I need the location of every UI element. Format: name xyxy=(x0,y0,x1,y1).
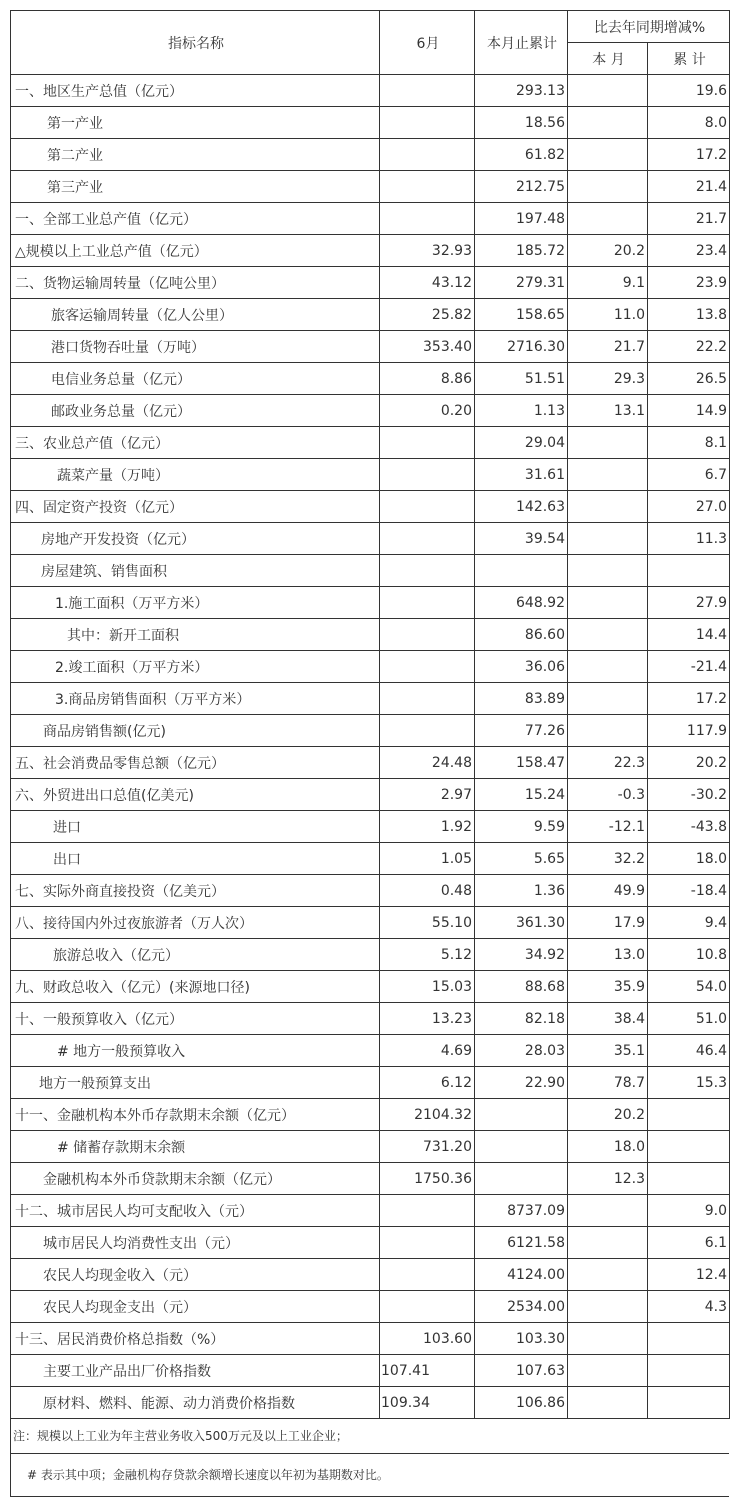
row-growth-cumulative-cell: 11.3 xyxy=(648,523,730,555)
row-month-cell xyxy=(380,523,475,555)
row-growth-cumulative-cell xyxy=(648,555,730,587)
table-row xyxy=(11,811,730,843)
header-row xyxy=(11,11,730,43)
row-cumulative-cell: 5.65 xyxy=(475,843,568,875)
table-row xyxy=(11,427,730,459)
table-row xyxy=(11,491,730,523)
row-cumulative-cell: 2716.30 xyxy=(475,331,568,363)
footnote-1: 注：规模以上工业为年主营业务收入500万元及以上工业企业； xyxy=(10,1419,729,1454)
row-name-cell: 其中：新开工面积 xyxy=(11,619,380,651)
row-name-cell: 八、接待国内外过夜旅游者（万人次） xyxy=(11,907,380,939)
row-growth-month-cell xyxy=(568,619,648,651)
row-month-cell xyxy=(380,491,475,523)
row-name-cell: 农民人均现金支出（元） xyxy=(11,1291,380,1323)
row-growth-month-cell xyxy=(568,459,648,491)
statistics-table xyxy=(10,10,730,1419)
table-row xyxy=(11,203,730,235)
table-row xyxy=(11,1259,730,1291)
row-growth-month-cell: 38.4 xyxy=(568,1003,648,1035)
row-cumulative-cell: 86.60 xyxy=(475,619,568,651)
row-cumulative-cell: 51.51 xyxy=(475,363,568,395)
table-row xyxy=(11,971,730,1003)
row-growth-month-cell: -12.1 xyxy=(568,811,648,843)
row-cumulative-cell xyxy=(475,1099,568,1131)
row-name-cell: 第一产业 xyxy=(11,107,380,139)
table-row xyxy=(11,299,730,331)
row-month-cell xyxy=(380,683,475,715)
table-row xyxy=(11,523,730,555)
row-name-cell: 三、农业总产值（亿元） xyxy=(11,427,380,459)
table-row xyxy=(11,1355,730,1387)
table-row xyxy=(11,139,730,171)
row-cumulative-cell: 648.92 xyxy=(475,587,568,619)
row-growth-month-cell xyxy=(568,491,648,523)
table-row xyxy=(11,1227,730,1259)
table-row xyxy=(11,363,730,395)
row-growth-cumulative-cell xyxy=(648,1163,730,1195)
row-name-cell: 房屋建筑、销售面积 xyxy=(11,555,380,587)
statistics-table-container xyxy=(10,10,729,1497)
row-growth-cumulative-cell: 17.2 xyxy=(648,139,730,171)
row-growth-cumulative-cell: 19.6 xyxy=(648,75,730,107)
row-cumulative-cell: 36.06 xyxy=(475,651,568,683)
row-growth-cumulative-cell: 14.9 xyxy=(648,395,730,427)
row-month-cell: 353.40 xyxy=(380,331,475,363)
row-month-cell: 6.12 xyxy=(380,1067,475,1099)
row-growth-month-cell: 9.1 xyxy=(568,267,648,299)
row-cumulative-cell: 18.56 xyxy=(475,107,568,139)
row-name-cell: 蔬菜产量（万吨） xyxy=(11,459,380,491)
row-growth-cumulative-cell: -21.4 xyxy=(648,651,730,683)
row-growth-cumulative-cell: 9.0 xyxy=(648,1195,730,1227)
row-growth-month-cell: 32.2 xyxy=(568,843,648,875)
row-name-cell: 3.商品房销售面积（万平方米） xyxy=(11,683,380,715)
row-growth-month-cell xyxy=(568,1259,648,1291)
row-cumulative-cell: 82.18 xyxy=(475,1003,568,1035)
row-growth-cumulative-cell: 117.9 xyxy=(648,715,730,747)
row-cumulative-cell: 28.03 xyxy=(475,1035,568,1067)
row-cumulative-cell: 361.30 xyxy=(475,907,568,939)
table-row xyxy=(11,907,730,939)
row-name-cell: 邮政业务总量（亿元） xyxy=(11,395,380,427)
row-name-cell: 旅游总收入（亿元） xyxy=(11,939,380,971)
row-growth-cumulative-cell: 15.3 xyxy=(648,1067,730,1099)
table-row xyxy=(11,267,730,299)
row-name-cell: 房地产开发投资（亿元） xyxy=(11,523,380,555)
table-row xyxy=(11,715,730,747)
row-cumulative-cell: 39.54 xyxy=(475,523,568,555)
row-name-cell: 九、财政总收入（亿元）(来源地口径) xyxy=(11,971,380,1003)
row-month-cell xyxy=(380,1195,475,1227)
row-name-cell: 商品房销售额(亿元) xyxy=(11,715,380,747)
row-month-cell: 731.20 xyxy=(380,1131,475,1163)
table-body xyxy=(11,75,730,1419)
row-name-cell: 十一、金融机构本外币存款期末余额（亿元） xyxy=(11,1099,380,1131)
table-row xyxy=(11,875,730,907)
row-name-cell: 进口 xyxy=(11,811,380,843)
row-cumulative-cell: 15.24 xyxy=(475,779,568,811)
row-cumulative-cell: 61.82 xyxy=(475,139,568,171)
row-growth-month-cell xyxy=(568,523,648,555)
row-month-cell xyxy=(380,139,475,171)
row-name-cell: 原材料、燃料、能源、动力消费价格指数 xyxy=(11,1387,380,1419)
row-cumulative-cell: 83.89 xyxy=(475,683,568,715)
table-row xyxy=(11,747,730,779)
row-name-cell: 主要工业产品出厂价格指数 xyxy=(11,1355,380,1387)
row-growth-month-cell: 13.0 xyxy=(568,939,648,971)
table-row xyxy=(11,1035,730,1067)
row-growth-month-cell xyxy=(568,427,648,459)
row-growth-month-cell: 78.7 xyxy=(568,1067,648,1099)
row-growth-cumulative-cell xyxy=(648,1387,730,1419)
table-row xyxy=(11,843,730,875)
table-row xyxy=(11,1131,730,1163)
row-growth-cumulative-cell: -43.8 xyxy=(648,811,730,843)
row-cumulative-cell: 103.30 xyxy=(475,1323,568,1355)
row-month-cell xyxy=(380,459,475,491)
header-growth-month: 本 月 xyxy=(568,43,648,75)
row-growth-cumulative-cell: 26.5 xyxy=(648,363,730,395)
row-growth-month-cell xyxy=(568,683,648,715)
table-row xyxy=(11,1323,730,1355)
row-cumulative-cell: 77.26 xyxy=(475,715,568,747)
row-name-cell: 六、外贸进出口总值(亿美元) xyxy=(11,779,380,811)
header-growth-cumulative: 累 计 xyxy=(648,43,730,75)
row-growth-month-cell xyxy=(568,1355,648,1387)
row-growth-month-cell: 35.9 xyxy=(568,971,648,1003)
row-growth-month-cell xyxy=(568,75,648,107)
table-row xyxy=(11,619,730,651)
row-month-cell: 2.97 xyxy=(380,779,475,811)
row-growth-cumulative-cell: 6.7 xyxy=(648,459,730,491)
row-growth-month-cell: 49.9 xyxy=(568,875,648,907)
header-cumulative: 本月止累计 xyxy=(475,11,568,75)
table-row xyxy=(11,651,730,683)
row-name-cell: 1.施工面积（万平方米） xyxy=(11,587,380,619)
row-growth-month-cell xyxy=(568,203,648,235)
row-name-cell: 五、社会消费品零售总额（亿元） xyxy=(11,747,380,779)
row-month-cell xyxy=(380,619,475,651)
row-cumulative-cell: 1.36 xyxy=(475,875,568,907)
table-row xyxy=(11,395,730,427)
row-growth-cumulative-cell: 22.2 xyxy=(648,331,730,363)
row-growth-month-cell xyxy=(568,107,648,139)
row-name-cell: 四、固定资产投资（亿元） xyxy=(11,491,380,523)
row-growth-cumulative-cell: 20.2 xyxy=(648,747,730,779)
row-growth-month-cell xyxy=(568,715,648,747)
row-month-cell xyxy=(380,203,475,235)
row-growth-month-cell xyxy=(568,139,648,171)
row-growth-cumulative-cell: 27.0 xyxy=(648,491,730,523)
row-name-cell: 城市居民人均消费性支出（元） xyxy=(11,1227,380,1259)
row-month-cell: 5.12 xyxy=(380,939,475,971)
row-growth-cumulative-cell xyxy=(648,1323,730,1355)
table-row xyxy=(11,1099,730,1131)
row-month-cell: 15.03 xyxy=(380,971,475,1003)
row-month-cell xyxy=(380,1291,475,1323)
row-cumulative-cell: 106.86 xyxy=(475,1387,568,1419)
row-month-cell: 1.05 xyxy=(380,843,475,875)
row-name-cell: 二、货物运输周转量（亿吨公里） xyxy=(11,267,380,299)
row-name-cell: # 地方一般预算收入 xyxy=(11,1035,380,1067)
row-growth-month-cell xyxy=(568,1227,648,1259)
row-cumulative-cell: 9.59 xyxy=(475,811,568,843)
row-name-cell: 十三、居民消费价格总指数（%） xyxy=(11,1323,380,1355)
row-growth-cumulative-cell: -30.2 xyxy=(648,779,730,811)
table-row xyxy=(11,587,730,619)
row-growth-month-cell xyxy=(568,1291,648,1323)
row-growth-cumulative-cell: 8.0 xyxy=(648,107,730,139)
row-growth-cumulative-cell xyxy=(648,1355,730,1387)
row-name-cell: △规模以上工业总产值（亿元） xyxy=(11,235,380,267)
row-month-cell: 107.41 xyxy=(380,1355,475,1387)
row-name-cell: 2.竣工面积（万平方米） xyxy=(11,651,380,683)
row-cumulative-cell xyxy=(475,1163,568,1195)
row-name-cell: 旅客运输周转量（亿人公里） xyxy=(11,299,380,331)
row-growth-cumulative-cell: 10.8 xyxy=(648,939,730,971)
row-growth-cumulative-cell: 27.9 xyxy=(648,587,730,619)
table-row xyxy=(11,683,730,715)
row-month-cell xyxy=(380,1227,475,1259)
footnote-2: # 表示其中项；金融机构存贷款余额增长速度以年初为基期数对比。 xyxy=(10,1454,729,1497)
row-growth-month-cell xyxy=(568,555,648,587)
row-growth-cumulative-cell: 21.7 xyxy=(648,203,730,235)
table-row xyxy=(11,555,730,587)
row-growth-cumulative-cell: -18.4 xyxy=(648,875,730,907)
table-row xyxy=(11,75,730,107)
row-cumulative-cell: 31.61 xyxy=(475,459,568,491)
row-name-cell: 金融机构本外币贷款期末余额（亿元） xyxy=(11,1163,380,1195)
row-growth-cumulative-cell: 13.8 xyxy=(648,299,730,331)
header-growth: 比去年同期增减% xyxy=(568,11,730,43)
row-growth-month-cell: 21.7 xyxy=(568,331,648,363)
row-cumulative-cell: 212.75 xyxy=(475,171,568,203)
row-name-cell: 电信业务总量（亿元） xyxy=(11,363,380,395)
row-month-cell xyxy=(380,107,475,139)
row-month-cell xyxy=(380,427,475,459)
table-row xyxy=(11,1291,730,1323)
table-row xyxy=(11,235,730,267)
row-cumulative-cell: 185.72 xyxy=(475,235,568,267)
row-cumulative-cell: 6121.58 xyxy=(475,1227,568,1259)
table-row xyxy=(11,107,730,139)
row-name-cell: 第三产业 xyxy=(11,171,380,203)
row-month-cell: 32.93 xyxy=(380,235,475,267)
row-cumulative-cell: 29.04 xyxy=(475,427,568,459)
table-row xyxy=(11,459,730,491)
row-growth-cumulative-cell xyxy=(648,1099,730,1131)
row-month-cell: 4.69 xyxy=(380,1035,475,1067)
row-month-cell: 1750.36 xyxy=(380,1163,475,1195)
row-month-cell xyxy=(380,715,475,747)
row-growth-cumulative-cell: 12.4 xyxy=(648,1259,730,1291)
row-growth-month-cell: 20.2 xyxy=(568,1099,648,1131)
row-month-cell: 103.60 xyxy=(380,1323,475,1355)
table-row xyxy=(11,1163,730,1195)
row-growth-month-cell: -0.3 xyxy=(568,779,648,811)
row-growth-month-cell xyxy=(568,651,648,683)
row-growth-month-cell: 12.3 xyxy=(568,1163,648,1195)
row-growth-cumulative-cell: 18.0 xyxy=(648,843,730,875)
row-cumulative-cell: 293.13 xyxy=(475,75,568,107)
row-cumulative-cell: 34.92 xyxy=(475,939,568,971)
table-row xyxy=(11,1003,730,1035)
row-month-cell xyxy=(380,1259,475,1291)
row-name-cell: 一、地区生产总值（亿元） xyxy=(11,75,380,107)
row-name-cell: 第二产业 xyxy=(11,139,380,171)
row-name-cell: 出口 xyxy=(11,843,380,875)
row-month-cell: 55.10 xyxy=(380,907,475,939)
row-month-cell: 13.23 xyxy=(380,1003,475,1035)
row-cumulative-cell: 22.90 xyxy=(475,1067,568,1099)
row-month-cell: 0.48 xyxy=(380,875,475,907)
row-month-cell xyxy=(380,555,475,587)
row-month-cell xyxy=(380,75,475,107)
row-growth-month-cell: 11.0 xyxy=(568,299,648,331)
row-month-cell xyxy=(380,651,475,683)
header-month: 6月 xyxy=(380,11,475,75)
row-cumulative-cell xyxy=(475,1131,568,1163)
row-month-cell: 1.92 xyxy=(380,811,475,843)
table-row xyxy=(11,779,730,811)
row-growth-month-cell: 20.2 xyxy=(568,235,648,267)
row-growth-month-cell: 18.0 xyxy=(568,1131,648,1163)
table-row xyxy=(11,1067,730,1099)
row-month-cell: 2104.32 xyxy=(380,1099,475,1131)
table-row xyxy=(11,1387,730,1419)
row-cumulative-cell: 279.31 xyxy=(475,267,568,299)
row-growth-month-cell: 22.3 xyxy=(568,747,648,779)
row-cumulative-cell: 1.13 xyxy=(475,395,568,427)
row-name-cell: 十、一般预算收入（亿元） xyxy=(11,1003,380,1035)
row-month-cell: 109.34 xyxy=(380,1387,475,1419)
table-row xyxy=(11,1195,730,1227)
row-growth-month-cell: 29.3 xyxy=(568,363,648,395)
row-growth-month-cell xyxy=(568,1323,648,1355)
row-growth-month-cell xyxy=(568,1387,648,1419)
row-cumulative-cell xyxy=(475,555,568,587)
row-cumulative-cell: 2534.00 xyxy=(475,1291,568,1323)
row-growth-month-cell xyxy=(568,171,648,203)
row-growth-cumulative-cell: 9.4 xyxy=(648,907,730,939)
row-growth-cumulative-cell: 21.4 xyxy=(648,171,730,203)
row-growth-cumulative-cell: 46.4 xyxy=(648,1035,730,1067)
row-name-cell: 一、全部工业总产值（亿元） xyxy=(11,203,380,235)
row-growth-cumulative-cell: 6.1 xyxy=(648,1227,730,1259)
row-name-cell: 十二、城市居民人均可支配收入（元） xyxy=(11,1195,380,1227)
row-growth-cumulative-cell: 54.0 xyxy=(648,971,730,1003)
table-row xyxy=(11,939,730,971)
row-growth-month-cell: 13.1 xyxy=(568,395,648,427)
row-name-cell: 地方一般预算支出 xyxy=(11,1067,380,1099)
row-cumulative-cell: 158.65 xyxy=(475,299,568,331)
row-cumulative-cell: 197.48 xyxy=(475,203,568,235)
row-cumulative-cell: 88.68 xyxy=(475,971,568,1003)
row-growth-month-cell: 35.1 xyxy=(568,1035,648,1067)
row-cumulative-cell: 4124.00 xyxy=(475,1259,568,1291)
table-row xyxy=(11,331,730,363)
row-growth-cumulative-cell: 23.9 xyxy=(648,267,730,299)
row-month-cell: 43.12 xyxy=(380,267,475,299)
row-cumulative-cell: 142.63 xyxy=(475,491,568,523)
row-name-cell: 港口货物吞吐量（万吨） xyxy=(11,331,380,363)
row-growth-cumulative-cell xyxy=(648,1131,730,1163)
row-month-cell: 24.48 xyxy=(380,747,475,779)
row-growth-cumulative-cell: 51.0 xyxy=(648,1003,730,1035)
header-indicator-name: 指标名称 xyxy=(11,11,380,75)
row-cumulative-cell: 158.47 xyxy=(475,747,568,779)
row-name-cell: 农民人均现金收入（元） xyxy=(11,1259,380,1291)
row-month-cell: 8.86 xyxy=(380,363,475,395)
row-growth-cumulative-cell: 8.1 xyxy=(648,427,730,459)
row-growth-month-cell xyxy=(568,587,648,619)
row-growth-month-cell xyxy=(568,1195,648,1227)
row-month-cell: 25.82 xyxy=(380,299,475,331)
row-cumulative-cell: 8737.09 xyxy=(475,1195,568,1227)
row-name-cell: # 储蓄存款期末余额 xyxy=(11,1131,380,1163)
row-month-cell xyxy=(380,587,475,619)
row-month-cell: 0.20 xyxy=(380,395,475,427)
row-month-cell xyxy=(380,171,475,203)
row-growth-month-cell: 17.9 xyxy=(568,907,648,939)
row-growth-cumulative-cell: 17.2 xyxy=(648,683,730,715)
row-growth-cumulative-cell: 14.4 xyxy=(648,619,730,651)
row-name-cell: 七、实际外商直接投资（亿美元） xyxy=(11,875,380,907)
row-cumulative-cell: 107.63 xyxy=(475,1355,568,1387)
row-growth-cumulative-cell: 4.3 xyxy=(648,1291,730,1323)
row-growth-cumulative-cell: 23.4 xyxy=(648,235,730,267)
table-row xyxy=(11,171,730,203)
